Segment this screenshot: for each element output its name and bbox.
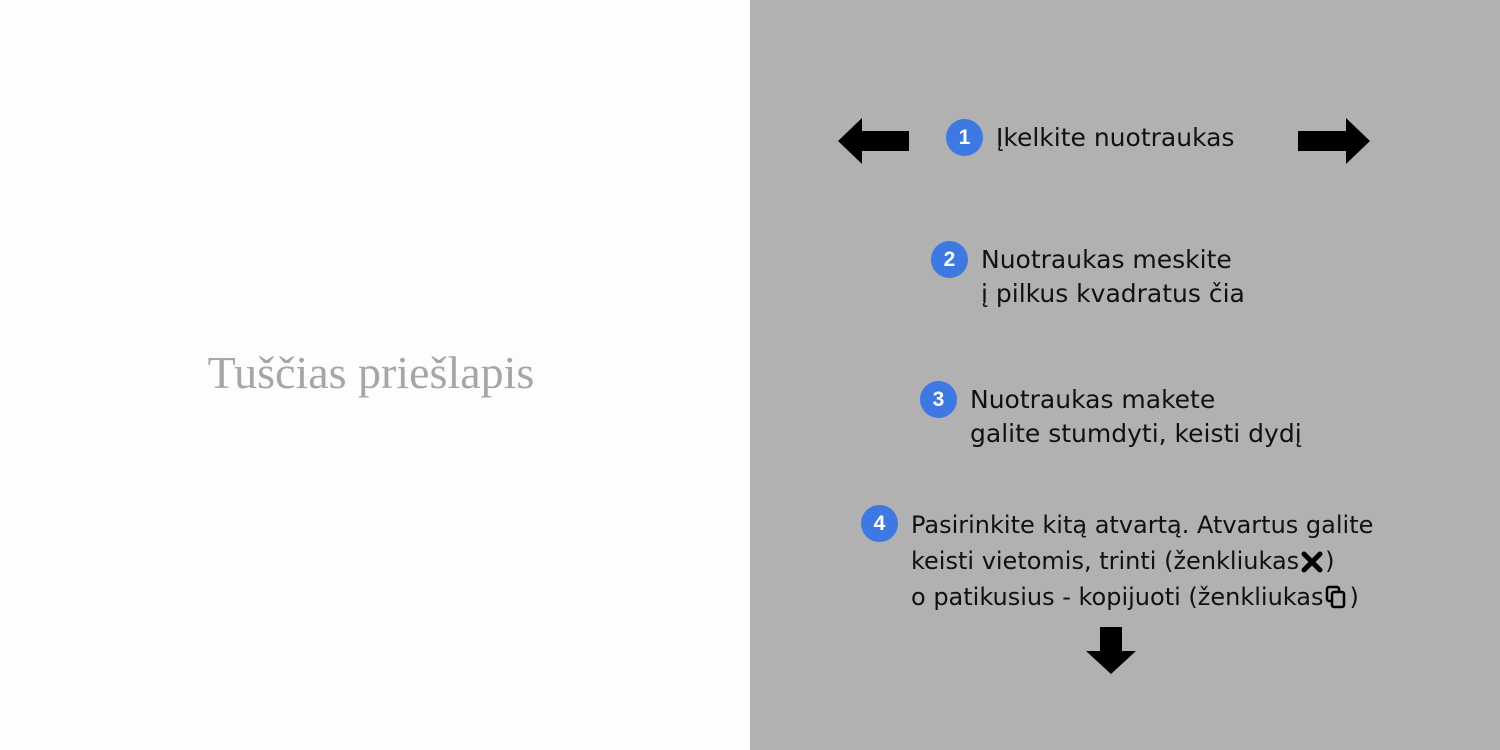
step-1-badge: 1 bbox=[946, 119, 983, 156]
step-2 bbox=[931, 243, 1245, 311]
step-4 bbox=[861, 507, 1373, 615]
step-2-line-1: Nuotraukas meskite bbox=[981, 245, 1232, 274]
blank-page-title: Tuščias priešlapis bbox=[207, 347, 535, 398]
step-3-line-2: galite stumdyti, keisti dydį bbox=[970, 419, 1302, 448]
step-4-line-1: Pasirinkite kitą atvartą. Atvartus galite bbox=[911, 511, 1374, 539]
step-3 bbox=[920, 383, 1302, 451]
step-1 bbox=[946, 121, 1234, 156]
step-4-line-3-text: o patikusius - kopijuoti (ženkliukas bbox=[911, 583, 1324, 611]
step-3-badge: 3 bbox=[920, 381, 957, 418]
copy-icon bbox=[1325, 585, 1347, 609]
step-4-line-3 bbox=[911, 579, 1373, 615]
right-page-instructions bbox=[750, 0, 1500, 750]
step-4-line-2 bbox=[911, 543, 1373, 579]
step-4-line-3-close-paren: ) bbox=[1349, 583, 1359, 611]
step-2-line-2: į pilkus kvadratus čia bbox=[981, 279, 1245, 308]
step-4-badge: 4 bbox=[861, 505, 898, 542]
step-3-line-1: Nuotraukas makete bbox=[970, 385, 1216, 414]
close-icon bbox=[1301, 551, 1323, 573]
step-2-badge: 2 bbox=[931, 241, 968, 278]
step-4-line-2-close-paren: ) bbox=[1325, 547, 1335, 575]
step-4-text bbox=[911, 507, 1373, 615]
arrow-right-icon[interactable] bbox=[1298, 118, 1370, 164]
arrow-down-icon[interactable] bbox=[1086, 627, 1136, 674]
step-1-line-1: Įkelkite nuotraukas bbox=[996, 123, 1235, 152]
arrow-left-icon[interactable] bbox=[838, 118, 910, 164]
step-3-text bbox=[970, 383, 1302, 451]
step-2-text bbox=[981, 243, 1245, 311]
step-1-text bbox=[996, 121, 1234, 155]
step-4-line-2-text: keisti vietomis, trinti (ženkliukas bbox=[911, 547, 1300, 575]
